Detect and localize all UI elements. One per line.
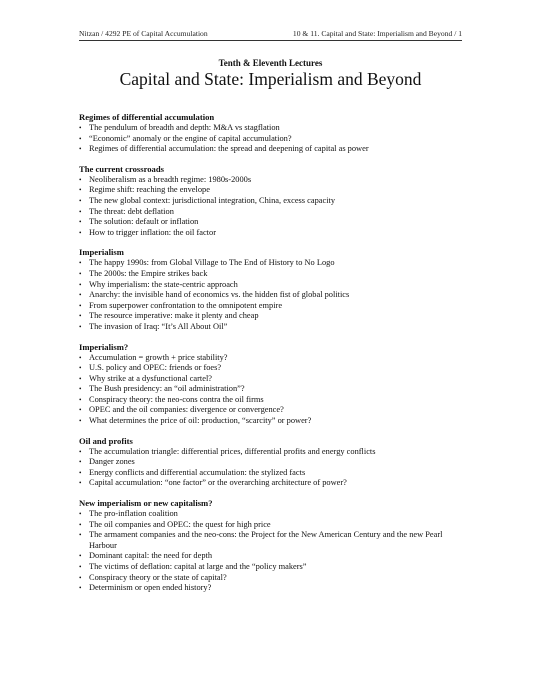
header-left: Nitzan / 4292 PE of Capital Accumulation bbox=[79, 29, 208, 38]
list-item: • The threat: debt deflation bbox=[79, 207, 455, 218]
list-item: • Anarchy: the invisible hand of economics vs. the hidden fist of global politics bbox=[79, 290, 455, 301]
bullet-list bbox=[79, 175, 455, 239]
list-item: • The victims of deflation: capital at large and the “policy makers” bbox=[79, 562, 455, 573]
list-item: • The armament companies and the neo-cons: the Project for the New American Century and the new Pearl Harbour bbox=[79, 530, 455, 551]
outline-section bbox=[79, 247, 455, 332]
list-item: • How to trigger inflation: the oil factor bbox=[79, 228, 455, 239]
list-item: • OPEC and the oil companies: divergence or convergence? bbox=[79, 405, 455, 416]
list-item: • Capital accumulation: “one factor” or the overarching architecture of power? bbox=[79, 478, 455, 489]
section-heading: Oil and profits bbox=[79, 435, 133, 446]
bullet-list bbox=[79, 509, 455, 594]
list-item: • The pendulum of breadth and depth: M&A vs stagflation bbox=[79, 123, 455, 134]
bullet-list bbox=[79, 353, 455, 427]
list-item: • The invasion of Iraq: “It’s All About Oil” bbox=[79, 322, 455, 333]
list-item: • Regimes of differential accumulation: the spread and deepening of capital as power bbox=[79, 144, 455, 155]
title-block bbox=[79, 58, 462, 89]
list-item: • The oil companies and OPEC: the quest for high price bbox=[79, 520, 455, 531]
list-item: • The resource imperative: make it plenty and cheap bbox=[79, 311, 455, 322]
outline-content bbox=[79, 112, 455, 603]
list-item: • U.S. policy and OPEC: friends or foes? bbox=[79, 363, 455, 374]
list-item: • The 2000s: the Empire strikes back bbox=[79, 269, 455, 280]
bullet-list bbox=[79, 123, 455, 155]
list-item: • Neoliberalism as a breadth regime: 1980s-2000s bbox=[79, 175, 455, 186]
bullet-list bbox=[79, 258, 455, 332]
list-item: • Dominant capital: the need for depth bbox=[79, 551, 455, 562]
list-item: • The solution: default or inflation bbox=[79, 217, 455, 228]
outline-section bbox=[79, 112, 455, 155]
header-right: 10 & 11. Capital and State: Imperialism and Beyond / 1 bbox=[292, 29, 462, 38]
outline-section bbox=[79, 436, 455, 489]
list-item: • Energy conflicts and differential accumulation: the stylized facts bbox=[79, 468, 455, 479]
outline-section bbox=[79, 498, 455, 594]
list-item: • “Economic” anomaly or the engine of capital accumulation? bbox=[79, 134, 455, 145]
list-item: • The pro-inflation coalition bbox=[79, 509, 455, 520]
list-item: • Determinism or open ended history? bbox=[79, 583, 455, 594]
outline-section bbox=[79, 164, 455, 239]
section-heading: Imperialism? bbox=[79, 341, 129, 352]
list-item: • The accumulation triangle: differential prices, differential profits and energy conflicts bbox=[79, 447, 455, 458]
bullet-list bbox=[79, 447, 455, 489]
section-heading: Imperialism bbox=[79, 247, 124, 258]
outline-section bbox=[79, 342, 455, 427]
list-item: • The Bush presidency: an “oil administration”? bbox=[79, 384, 455, 395]
list-item: • From superpower confrontation to the omnipotent empire bbox=[79, 301, 455, 312]
list-item: • Danger zones bbox=[79, 457, 455, 468]
list-item: • Conspiracy theory: the neo-cons contra the oil firms bbox=[79, 395, 455, 406]
list-item: • The new global context: jurisdictional integration, China, excess capacity bbox=[79, 196, 455, 207]
page-title: Capital and State: Imperialism and Beyond bbox=[119, 69, 422, 89]
list-item: • Regime shift: reaching the envelope bbox=[79, 185, 455, 196]
section-heading: New imperialism or new capitalism? bbox=[79, 498, 213, 509]
list-item: • Why strike at a dysfunctional cartel? bbox=[79, 374, 455, 385]
list-item: • What determines the price of oil: production, “scarcity” or power? bbox=[79, 416, 455, 427]
running-header bbox=[79, 29, 462, 41]
list-item: • Accumulation = growth + price stability? bbox=[79, 353, 455, 364]
section-heading: Regimes of differential accumulation bbox=[79, 112, 215, 122]
lecture-subtitle: Tenth & Eleventh Lectures bbox=[218, 58, 323, 68]
list-item: • The happy 1990s: from Global Village to The End of History to No Logo bbox=[79, 258, 455, 269]
list-item: • Conspiracy theory or the state of capital? bbox=[79, 573, 455, 584]
list-item: • Why imperialism: the state-centric approach bbox=[79, 280, 455, 291]
section-heading: The current crossroads bbox=[79, 163, 164, 174]
